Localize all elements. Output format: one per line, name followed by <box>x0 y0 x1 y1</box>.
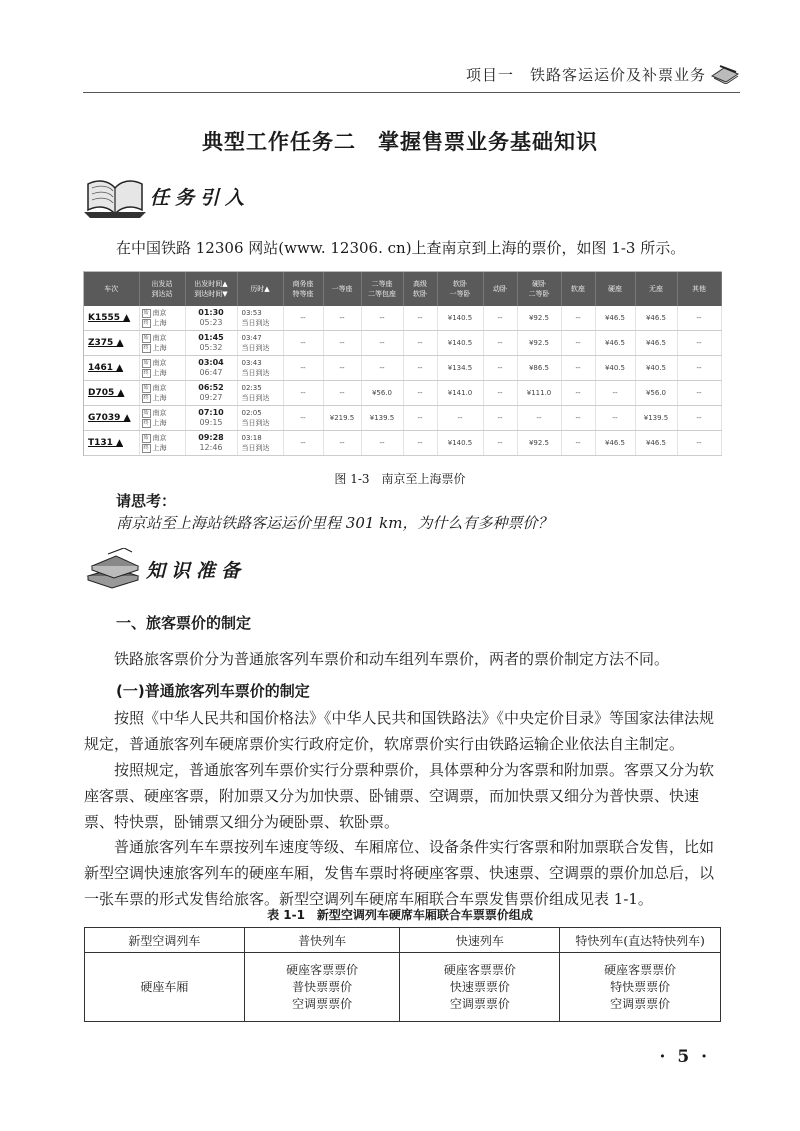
station-cell: 始 南京 终 上海 <box>139 431 185 456</box>
origin-station-icon: 始 <box>143 359 149 366</box>
price-cell: -- <box>403 306 437 331</box>
paragraph-2: 按照《中华人民共和国价格法》《中华人民共和国铁路法》《中央定价目录》等国家法律法规规定，普通旅客列车硬席票价实行政府定价，软席票价实行由铁路运输企业依法自主制定。 <box>84 709 715 753</box>
station-cell: 始 南京 终 上海 <box>139 381 185 406</box>
price-cell: -- <box>677 381 721 406</box>
price-cell: -- <box>361 331 403 356</box>
price-cell: -- <box>483 356 517 381</box>
price-cell: -- <box>517 406 561 431</box>
origin-station-icon: 始 <box>143 434 149 441</box>
time-cell: 09:28 12:46 <box>185 431 237 456</box>
price-cell: -- <box>677 331 721 356</box>
header-rule <box>83 92 740 93</box>
price-cell: -- <box>561 406 595 431</box>
page-title: 典型工作任务二 掌握售票业务基础知识 <box>202 130 598 154</box>
station-cell: 始 南京 终 上海 <box>139 356 185 381</box>
ticket-price-table <box>84 272 722 456</box>
running-header: 项目一 铁路客运运价及补票业务 <box>465 66 706 84</box>
column-header[interactable]: 出发时间▲ 到达时间▼ <box>185 272 237 306</box>
price-cell: -- <box>361 356 403 381</box>
terminal-station-icon: 终 <box>143 419 149 426</box>
price-cell: -- <box>361 306 403 331</box>
price-cell: -- <box>483 306 517 331</box>
cell-line: 空调票票价 <box>449 996 510 1011</box>
heading-2: (一)普通旅客列车票价的制定 <box>116 682 310 700</box>
station-cell: 始 南京 终 上海 <box>139 306 185 331</box>
fare-composition-table <box>84 927 721 1022</box>
terminal-station-icon: 终 <box>143 394 149 401</box>
table-row[interactable] <box>84 406 721 431</box>
duration-cell: 03:18 当日到达 <box>237 431 283 456</box>
column-header[interactable]: 二等座 二等包座 <box>361 272 403 306</box>
table-header-row <box>85 928 721 953</box>
price-cell: ¥111.0 <box>517 381 561 406</box>
price-cell: -- <box>283 331 323 356</box>
figure-caption: 图 1-3 南京至上海票价 <box>334 472 466 486</box>
price-cell: ¥134.5 <box>437 356 483 381</box>
table-header-cell: 新型空调列车 <box>85 928 245 953</box>
time-cell: 03:04 06:47 <box>185 356 237 381</box>
price-cell: -- <box>677 406 721 431</box>
price-cell: ¥46.5 <box>635 331 677 356</box>
price-cell: ¥219.5 <box>323 406 361 431</box>
table-header-cell: 快速列车 <box>400 928 560 953</box>
price-cell: -- <box>483 431 517 456</box>
table-header-cell: 普快列车 <box>244 928 400 953</box>
time-cell: 07:10 09:15 <box>185 406 237 431</box>
price-cell: ¥139.5 <box>361 406 403 431</box>
table-row[interactable] <box>84 356 721 381</box>
column-header[interactable]: 出发站 到达站 <box>139 272 185 306</box>
price-cell: -- <box>483 331 517 356</box>
duration-cell: 03:47 当日到达 <box>237 331 283 356</box>
duration-cell: 03:43 当日到达 <box>237 356 283 381</box>
price-cell: -- <box>403 406 437 431</box>
cell-line: 硬座客票票价 <box>443 962 516 977</box>
price-cell: -- <box>323 306 361 331</box>
row-label: 硬座车厢 <box>85 953 245 1022</box>
terminal-station-icon: 终 <box>143 444 149 451</box>
section-task-intro <box>84 174 250 218</box>
train-number-link[interactable]: T131 ▲ <box>84 431 139 456</box>
table-row[interactable] <box>84 331 721 356</box>
open-book-icon <box>84 174 146 218</box>
think-label: 请思考： <box>116 492 177 510</box>
column-header[interactable]: 一等座 <box>323 272 361 306</box>
origin-station-icon: 始 <box>143 384 149 391</box>
table-cell <box>560 953 721 1022</box>
price-cell: -- <box>677 306 721 331</box>
time-cell: 06:52 09:27 <box>185 381 237 406</box>
book-pen-icon <box>710 62 740 84</box>
section-label: 任务引入 <box>150 186 251 209</box>
price-cell: -- <box>403 431 437 456</box>
price-cell: -- <box>323 431 361 456</box>
duration-cell: 03:53 当日到达 <box>237 306 283 331</box>
column-header[interactable]: 硬座 <box>595 272 635 306</box>
paragraph-3: 按照规定，普通旅客列车票价实行分票种票价，具体票种分为客票和附加票。客票又分为软座客票、硬座客票，附加票又分为加快票、卧铺票、空调票，而加快票又细分为普快票、快速票、特快票，卧铺票又细分为硬卧票、软卧票。 <box>84 761 715 831</box>
price-cell: -- <box>403 381 437 406</box>
price-cell: -- <box>561 381 595 406</box>
table-row[interactable] <box>84 431 721 456</box>
paragraph-4: 普通旅客列车车票按列车速度等级、车厢席位、设备条件实行客票和附加票联合发售，比如新型空调快速旅客列车的硬座车厢，发售车票时将硬座客票、快速票、空调票的票价加总后，以一张车票的形式发售给旅客。新型空调列车硬席车厢联合车票发售票价组成见表 1-1。 <box>84 838 715 908</box>
price-cell: -- <box>437 406 483 431</box>
price-cell: -- <box>283 381 323 406</box>
price-cell: -- <box>323 381 361 406</box>
price-cell: ¥46.5 <box>595 431 635 456</box>
stacked-books-icon <box>84 548 142 590</box>
price-cell: ¥40.5 <box>635 356 677 381</box>
cell-line: 硬座客票票价 <box>604 962 677 977</box>
price-cell: ¥46.5 <box>595 331 635 356</box>
cell-line: 硬座客票票价 <box>286 962 359 977</box>
table-cell <box>400 953 560 1022</box>
terminal-station-icon: 终 <box>143 344 149 351</box>
column-header[interactable]: 软卧 一等卧 <box>437 272 483 306</box>
price-cell: -- <box>283 356 323 381</box>
price-cell: -- <box>677 356 721 381</box>
column-header[interactable]: 软座 <box>561 272 595 306</box>
price-cell: -- <box>283 306 323 331</box>
train-number-link[interactable]: 1461 ▲ <box>84 356 139 381</box>
price-cell: ¥139.5 <box>635 406 677 431</box>
cell-line: 特快票票价 <box>610 979 671 994</box>
price-cell: -- <box>561 331 595 356</box>
price-cell: -- <box>323 356 361 381</box>
table-caption: 表 1-1 新型空调列车硬席车厢联合车票票价组成 <box>267 908 533 922</box>
section-knowledge <box>84 548 246 590</box>
time-cell: 01:30 05:23 <box>185 306 237 331</box>
station-cell: 始 南京 终 上海 <box>139 331 185 356</box>
price-cell: ¥56.0 <box>635 381 677 406</box>
price-cell: -- <box>595 406 635 431</box>
price-cell: -- <box>483 381 517 406</box>
intro-text: 在中国铁路 12306 网站(www. 12306. cn)上查南京到上海的票价，如图 1-3 所示。 <box>116 239 686 257</box>
price-cell: -- <box>323 331 361 356</box>
origin-station-icon: 始 <box>143 334 149 341</box>
train-number-link[interactable]: K1555 ▲ <box>84 306 139 331</box>
price-cell: -- <box>403 331 437 356</box>
price-cell: ¥92.5 <box>517 306 561 331</box>
price-cell: ¥86.5 <box>517 356 561 381</box>
cell-line: 普快票票价 <box>292 979 353 994</box>
section-label: 知识准备 <box>146 559 247 582</box>
terminal-station-icon: 终 <box>143 319 149 326</box>
price-cell: -- <box>361 431 403 456</box>
table-header-cell: 特快列车(直达特快列车) <box>560 928 721 953</box>
price-cell: ¥92.5 <box>517 431 561 456</box>
table-cell <box>244 953 400 1022</box>
station-cell: 始 南京 终 上海 <box>139 406 185 431</box>
column-header[interactable]: 无座 <box>635 272 677 306</box>
cell-line: 空调票票价 <box>610 996 671 1011</box>
train-number-link[interactable]: G7039 ▲ <box>84 406 139 431</box>
price-cell: ¥140.5 <box>437 331 483 356</box>
price-cell: -- <box>403 356 437 381</box>
origin-station-icon: 始 <box>143 309 149 316</box>
column-header[interactable]: 动卧 <box>483 272 517 306</box>
cell-line: 快速票票价 <box>449 979 510 994</box>
ticket-price-screenshot <box>83 271 722 456</box>
table-row <box>85 953 721 1022</box>
train-number-link[interactable]: Z375 ▲ <box>84 331 139 356</box>
price-cell: ¥46.5 <box>595 306 635 331</box>
time-cell: 01:45 05:32 <box>185 331 237 356</box>
price-cell: -- <box>561 431 595 456</box>
origin-station-icon: 始 <box>143 409 149 416</box>
price-cell: ¥56.0 <box>361 381 403 406</box>
price-cell: ¥92.5 <box>517 331 561 356</box>
cell-line: 空调票票价 <box>292 996 353 1011</box>
price-cell: -- <box>595 381 635 406</box>
price-cell: -- <box>677 431 721 456</box>
price-cell: ¥46.5 <box>635 431 677 456</box>
price-cell: ¥140.5 <box>437 431 483 456</box>
table-header-row <box>84 272 721 306</box>
table-row[interactable] <box>84 381 721 406</box>
price-cell: ¥40.5 <box>595 356 635 381</box>
column-header[interactable]: 其他 <box>677 272 721 306</box>
page-number: · 5 · <box>659 1047 710 1067</box>
price-cell: -- <box>561 356 595 381</box>
price-cell: -- <box>561 306 595 331</box>
train-number-link[interactable]: D705 ▲ <box>84 381 139 406</box>
price-cell: -- <box>483 406 517 431</box>
duration-cell: 02:35 当日到达 <box>237 381 283 406</box>
price-cell: -- <box>283 431 323 456</box>
price-cell: ¥141.0 <box>437 381 483 406</box>
price-cell: ¥140.5 <box>437 306 483 331</box>
price-cell: -- <box>283 406 323 431</box>
column-header[interactable]: 车次 <box>84 272 139 306</box>
paragraph-1: 铁路旅客票价分为普通旅客列车票价和动车组列车票价，两者的票价制定方法不同。 <box>114 650 670 668</box>
column-header[interactable]: 硬卧 二等卧 <box>517 272 561 306</box>
column-header[interactable]: 历时▲ <box>237 272 283 306</box>
heading-1: 一、旅客票价的制定 <box>116 614 252 632</box>
think-question: 南京站至上海站铁路客运运价里程 301 km，为什么有多种票价？ <box>116 514 553 532</box>
terminal-station-icon: 终 <box>143 369 149 376</box>
column-header[interactable]: 商务座 特等座 <box>283 272 323 306</box>
price-cell: ¥46.5 <box>635 306 677 331</box>
table-row[interactable] <box>84 306 721 331</box>
column-header[interactable]: 高级 软卧 <box>403 272 437 306</box>
duration-cell: 02:05 当日到达 <box>237 406 283 431</box>
